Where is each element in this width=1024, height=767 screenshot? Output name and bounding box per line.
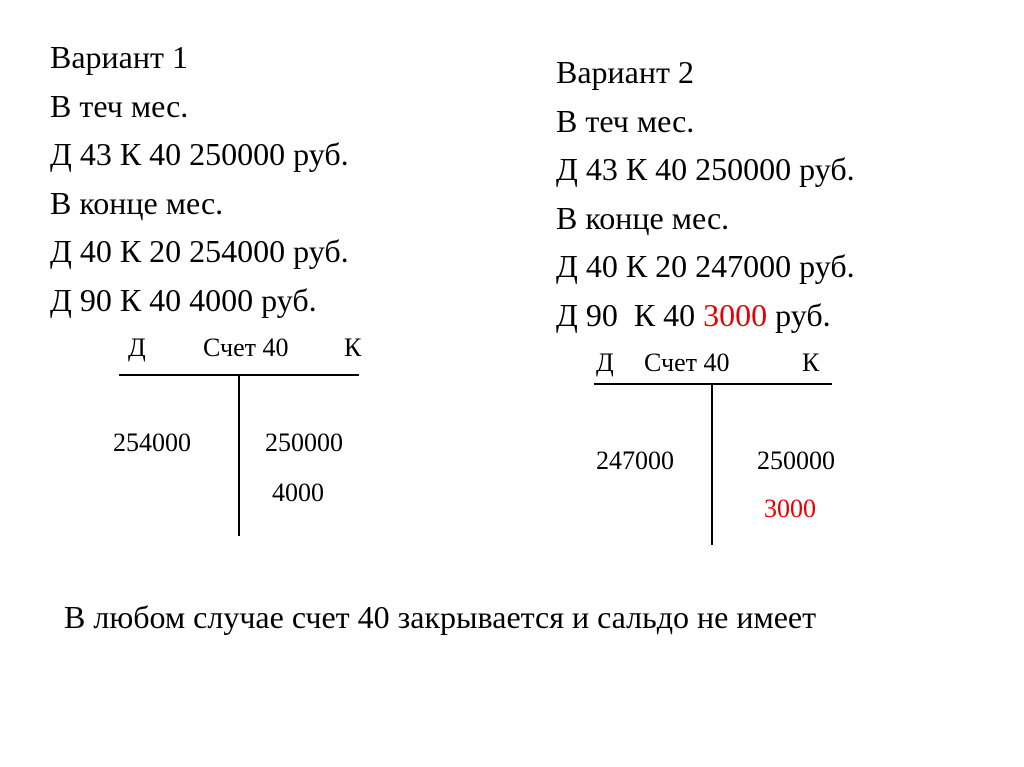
variant-1-entry-1: Д 43 К 40 250000 руб. bbox=[50, 136, 349, 172]
t-account-1-credit-label: К bbox=[344, 333, 362, 362]
t-account-2-debit-value: 247000 bbox=[596, 446, 674, 475]
variant-2-entry-3-prefix: Д 90 К 40 bbox=[556, 296, 704, 333]
t-account-1-debit-value: 254000 bbox=[113, 428, 191, 457]
variant-1-current-month: В теч мес. bbox=[50, 87, 189, 124]
variant-2-title: Вариант 2 bbox=[556, 54, 694, 90]
variant-2-end-month: В конце мес. bbox=[556, 199, 730, 236]
t-account-1-title: Счет 40 bbox=[203, 333, 289, 362]
t-account-2-debit-label: Д bbox=[596, 348, 614, 377]
t-account-2-title: Счет 40 bbox=[644, 348, 730, 377]
variant-1-block bbox=[50, 33, 349, 324]
t-account-2-vertical-rule bbox=[711, 385, 713, 545]
variant-2-entry-3-suffix: руб. bbox=[767, 296, 831, 333]
variant-2-block bbox=[556, 48, 855, 339]
t-account-2-credit-label: К bbox=[802, 348, 820, 377]
variant-1-end-month: В конце мес. bbox=[50, 184, 224, 221]
t-account-2-credit-value-2: 3000 bbox=[764, 494, 816, 523]
t-account-2-horizontal-rule bbox=[594, 383, 832, 385]
variant-2-entry-2: Д 40 К 20 247000 руб. bbox=[556, 248, 855, 284]
t-account-1-debit-label: Д bbox=[128, 333, 146, 362]
variant-1-title: Вариант 1 bbox=[50, 39, 188, 75]
variant-2-entry-3 bbox=[556, 291, 855, 340]
variant-1-entry-3: Д 90 К 40 4000 руб. bbox=[50, 281, 317, 318]
conclusion-text: В любом случае счет 40 закрывается и сальдо не имеет bbox=[64, 599, 817, 635]
variant-1-entry-2: Д 40 К 20 254000 руб. bbox=[50, 233, 349, 269]
t-account-1-credit-value-2: 4000 bbox=[272, 478, 324, 507]
variant-2-entry-3-amount: 3000 bbox=[703, 296, 768, 333]
variant-2-current-month: В теч мес. bbox=[556, 102, 695, 139]
t-account-1-vertical-rule bbox=[238, 376, 240, 536]
t-account-1-credit-value-1: 250000 bbox=[265, 428, 343, 457]
variant-2-entry-1: Д 43 К 40 250000 руб. bbox=[556, 151, 855, 187]
t-account-2-credit-value-1: 250000 bbox=[757, 446, 835, 475]
